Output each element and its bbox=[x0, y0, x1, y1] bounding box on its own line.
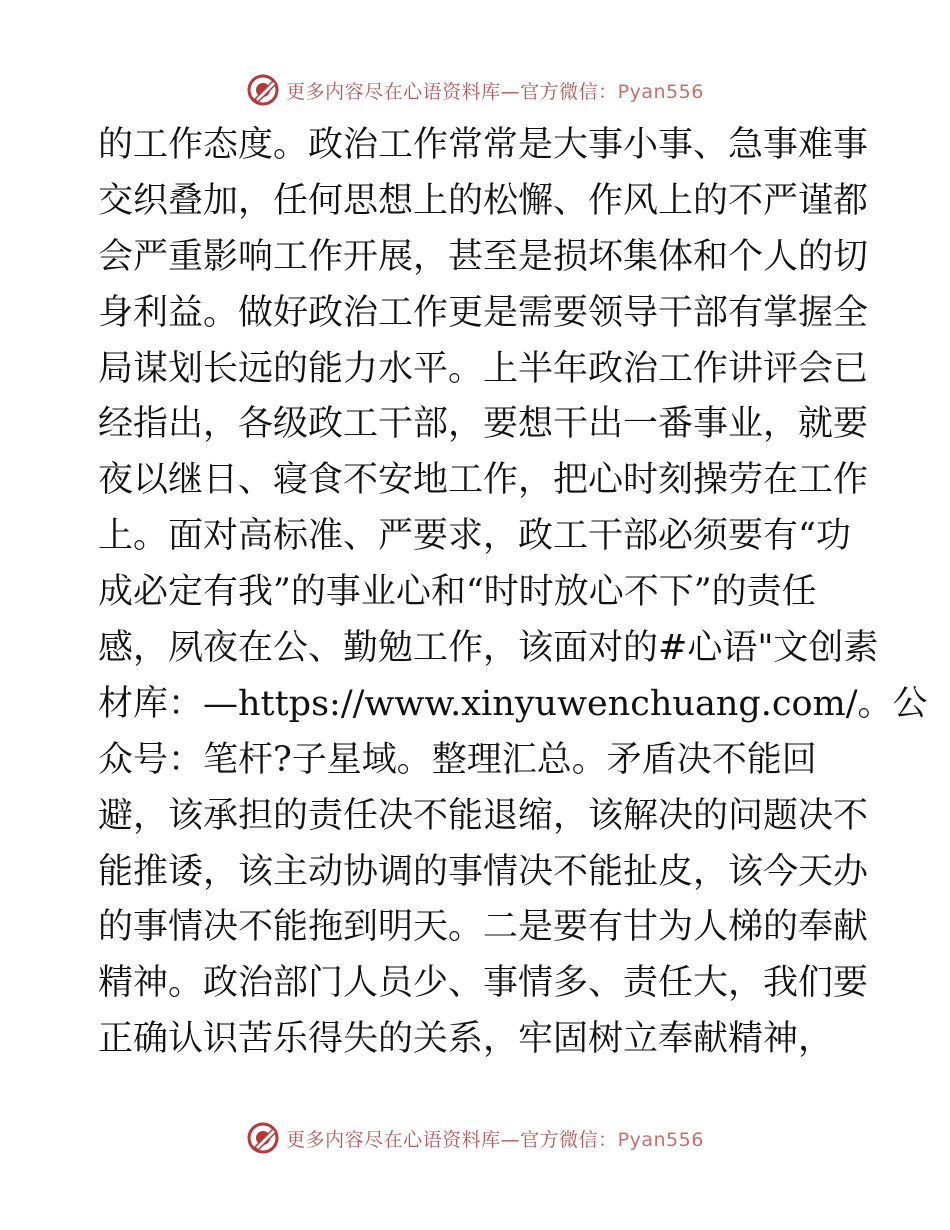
text-line: 夜以继日、寝食不安地工作，把心时刻操劳在工作 bbox=[98, 460, 869, 501]
text-line: 经指出，各级政工干部，要想干出一番事业，就要 bbox=[98, 404, 869, 445]
text-line: 能推诿，该主动协调的事情决不能扯皮，该今天办 bbox=[98, 851, 869, 892]
text-line: 众号：笔杆?子星域。整理汇总。矛盾决不能回 bbox=[98, 739, 817, 780]
pen-logo-icon bbox=[246, 73, 280, 107]
text-line: 会严重影响工作开展，甚至是损坏集体和个人的切 bbox=[98, 236, 869, 277]
footer-banner bbox=[0, 1118, 950, 1158]
text-line: 避，该承担的责任决不能退缩，该解决的问题决不 bbox=[98, 795, 869, 836]
pen-logo-icon bbox=[246, 1121, 280, 1155]
header-banner bbox=[0, 70, 950, 110]
header-banner-id: Pyan556 bbox=[617, 80, 704, 103]
text-line: 交织叠加，任何思想上的松懈、作风上的不严谨都 bbox=[98, 180, 869, 221]
text-line: 上。面对高标准、严要求，政工干部必须要有“功 bbox=[98, 516, 851, 557]
text-line: 局谋划长远的能力水平。上半年政治工作讲评会已 bbox=[98, 348, 869, 389]
text-line: 成必定有我”的事业心和“时时放心不下”的责任 bbox=[98, 572, 817, 613]
text-line: 材库：—https://www.xinyuwenchuang.com/。公 bbox=[98, 683, 928, 724]
footer-banner-text: 更多内容尽在心语资料库—官方微信： bbox=[286, 1128, 618, 1151]
text-line: 精神。政治部门人员少、事情多、责任大，我们要 bbox=[98, 963, 869, 1004]
text-line: 的工作态度。政治工作常常是大事小事、急事难事 bbox=[98, 125, 869, 165]
text-line: 正确认识苦乐得失的关系，牢固树立奉献精神， bbox=[98, 1019, 834, 1060]
footer-banner-id: Pyan556 bbox=[617, 1128, 704, 1151]
body-text bbox=[98, 118, 928, 1068]
header-banner-text: 更多内容尽在心语资料库—官方微信： bbox=[286, 80, 618, 103]
text-line: 感，夙夜在公、勤勉工作，该面对的#心语"文创素 bbox=[98, 628, 879, 669]
text-line: 的事情决不能拖到明天。二是要有甘为人梯的奉献 bbox=[98, 907, 869, 948]
text-line: 身利益。做好政治工作更是需要领导干部有掌握全 bbox=[98, 292, 869, 333]
